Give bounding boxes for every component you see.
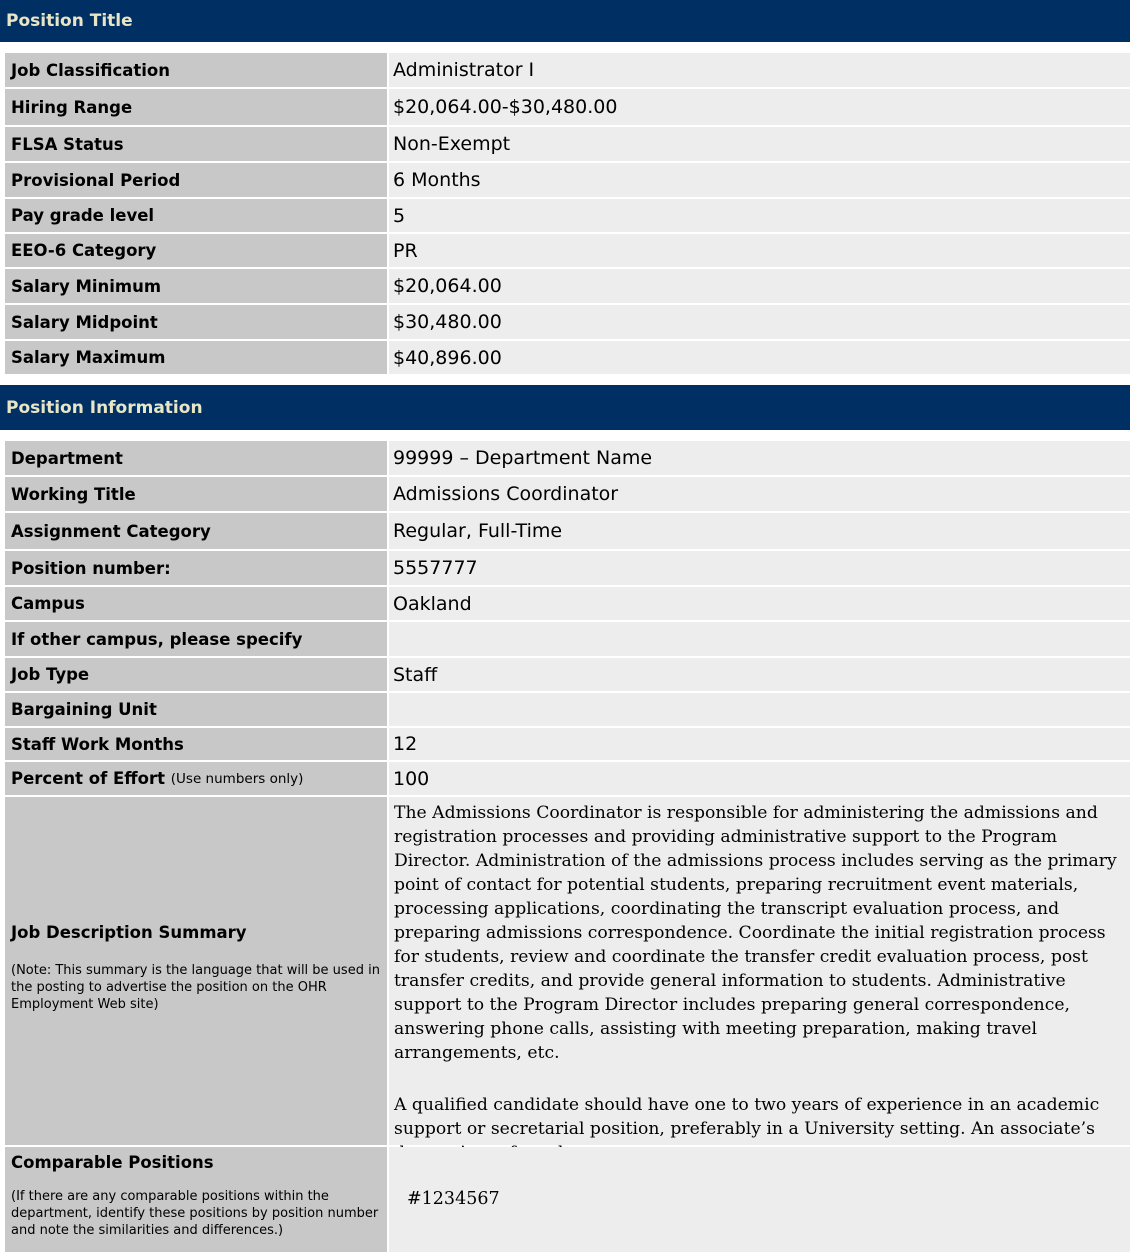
field-label: FLSA Status — [5, 127, 387, 161]
section-title: Position Title — [6, 11, 133, 31]
field-value: 5 — [389, 199, 1130, 232]
table-row — [5, 199, 1130, 232]
field-value: PR — [389, 234, 1130, 267]
field-label: Position number: — [5, 551, 387, 585]
table-row — [5, 89, 1130, 125]
field-label: If other campus, please specify — [5, 622, 387, 656]
field-value: Regular, Full-Time — [389, 513, 1130, 549]
field-label: Assignment Category — [5, 513, 387, 549]
field-label: Pay grade level — [5, 199, 387, 232]
field-value: $30,480.00 — [389, 305, 1130, 339]
field-value — [389, 693, 1130, 726]
comparable-positions-note: (If there are any comparable positions within the department, identify these positions by position number and note the similarities and differences.) — [11, 1189, 379, 1238]
summary-paragraph: The Admissions Coordinator is responsible for administering the admissions and registration processes and providing administrative support to the Program Director. Administration of the admissions process includes serving as the primary point of contact for potential students, preparing recruitment event materials, processing applications, coordinating the transcript evaluation process, and preparing admissions correspondence. Coordinate the initial registration process for students, review and coordinate the transfer credit evaluation process, post transfer credits, and provide general information to students. Administrative support to the Program Director includes preparing general correspondence, answering phone calls, assisting with meeting preparation, making travel arrangements, etc. — [394, 803, 1117, 1063]
field-value: Staff — [389, 658, 1130, 691]
field-label: Campus — [5, 587, 387, 620]
table-row — [5, 269, 1130, 303]
field-value: 5557777 — [389, 551, 1130, 585]
table-row — [5, 762, 1130, 795]
table-row — [5, 513, 1130, 549]
field-value: 99999 – Department Name — [389, 441, 1130, 475]
field-label: Bargaining Unit — [5, 693, 387, 726]
section-header-position-title — [0, 0, 1130, 42]
table-row — [5, 53, 1130, 87]
comparable-positions-row — [5, 1147, 1130, 1252]
field-label: Hiring Range — [5, 89, 387, 125]
table-row — [5, 658, 1130, 691]
table-row — [5, 163, 1130, 197]
field-label: Working Title — [5, 477, 387, 511]
job-description-summary — [389, 797, 1130, 1145]
field-value: $20,064.00-$30,480.00 — [389, 89, 1130, 125]
field-label: Department — [5, 441, 387, 475]
field-label — [5, 797, 387, 1145]
field-value: Admissions Coordinator — [389, 477, 1130, 511]
job-description-row — [5, 797, 1130, 1145]
field-hint: (Use numbers only) — [170, 770, 304, 787]
field-label: Job Type — [5, 658, 387, 691]
field-value: $40,896.00 — [389, 341, 1130, 374]
field-label — [5, 1147, 387, 1252]
table-row — [5, 127, 1130, 161]
table-row — [5, 728, 1130, 760]
table-row — [5, 587, 1130, 620]
table-row — [5, 305, 1130, 339]
field-value: 12 — [389, 728, 1130, 760]
summary-paragraph: A qualified candidate should have one to two years of experience in an academic support or secretarial position, preferably in a University setting. An associate’s — [394, 1095, 1100, 1139]
field-label — [5, 762, 387, 795]
comparable-positions-value: #1234567 — [389, 1147, 1130, 1252]
section-header-position-information — [0, 385, 1130, 430]
table-row — [5, 551, 1130, 585]
section-title: Position Information — [6, 397, 203, 418]
field-value: Oakland — [389, 587, 1130, 620]
field-value: $20,064.00 — [389, 269, 1130, 303]
table-row — [5, 441, 1130, 475]
field-label: EEO-6 Category — [5, 234, 387, 267]
field-label: Salary Midpoint — [5, 305, 387, 339]
field-value — [389, 622, 1130, 656]
field-label: Job Classification — [5, 53, 387, 87]
comparable-positions-label: Comparable Positions — [11, 1153, 214, 1172]
field-value: 6 Months — [389, 163, 1130, 197]
table-row — [5, 477, 1130, 511]
field-value: 100 — [389, 762, 1130, 795]
field-value: Non-Exempt — [389, 127, 1130, 161]
field-label: Salary Maximum — [5, 341, 387, 374]
job-description-label: Job Description Summary — [11, 923, 247, 942]
table-row — [5, 622, 1130, 656]
field-label-text: Percent of Effort — [11, 769, 166, 788]
table-row — [5, 693, 1130, 726]
field-label: Provisional Period — [5, 163, 387, 197]
field-label: Staff Work Months — [5, 728, 387, 760]
table-row — [5, 234, 1130, 267]
field-value: Administrator I — [389, 53, 1130, 87]
table-row — [5, 341, 1130, 374]
field-label: Salary Minimum — [5, 269, 387, 303]
job-description-note: (Note: This summary is the language that will be used in the posting to advertise the position on the OHR Employment Web site) — [11, 963, 380, 1012]
